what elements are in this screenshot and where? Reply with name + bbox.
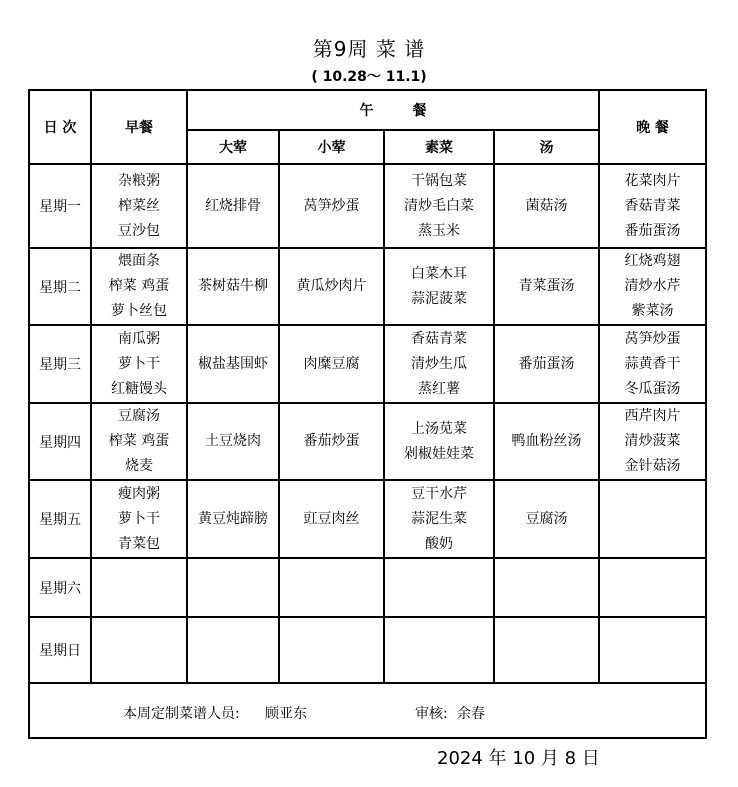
dish-item: 冬瓜蛋汤: [624, 380, 681, 397]
big-meat-cell: [187, 558, 279, 617]
dish-item: 西芹肉片: [624, 408, 681, 424]
big-meat-cell: [187, 248, 279, 325]
dish-item: 椒盐基围虾: [198, 355, 268, 372]
dish-item: 清炒菠菜: [624, 433, 681, 449]
dinner-cell: [599, 480, 706, 558]
header-soup: 汤: [494, 130, 599, 164]
dish-item: 茶树菇牛柳: [198, 278, 268, 294]
maker-label: 本周定制菜谱人员:: [123, 706, 240, 722]
day-row: [29, 617, 706, 683]
breakfast-cell: [91, 164, 187, 248]
dish-item: 白菜木耳: [411, 265, 467, 282]
dish-item: 南瓜粥: [118, 330, 160, 347]
dish-item: 番茄炒蛋: [303, 433, 360, 449]
menu-table: [28, 89, 707, 739]
reviewer-name: 余春: [457, 706, 485, 722]
vegetable-cell: [384, 558, 494, 617]
dinner-cell: [599, 325, 706, 403]
breakfast-cell: [91, 325, 187, 403]
small-meat-cell: [279, 248, 384, 325]
dish-item: 清炒毛白菜: [404, 197, 474, 214]
big-meat-cell: [187, 617, 279, 683]
dish-item: 菌菇汤: [525, 197, 568, 214]
dish-item: 红糖馒头: [111, 380, 167, 397]
dish-item: 红烧排骨: [205, 197, 261, 214]
day-label: 星期六: [29, 558, 91, 617]
breakfast-cell: [91, 403, 187, 480]
dish-item: 莴笋炒蛋: [624, 330, 681, 347]
dish-item: 金针菇汤: [624, 458, 681, 474]
dinner-cell: [599, 248, 706, 325]
dish-item: 杂粮粥: [118, 172, 160, 189]
dish-item: 豆腐汤: [118, 408, 160, 424]
day-label: 星期一: [29, 164, 91, 248]
dish-item: 榨菜 鸡蛋: [108, 278, 170, 294]
big-meat-cell: [187, 403, 279, 480]
maker-name: 顾亚东: [265, 706, 307, 722]
header-small-meat: 小荤: [279, 130, 384, 164]
header-big-meat: 大荤: [187, 130, 279, 164]
dish-item: 香菇青菜: [624, 197, 681, 214]
dish-item: 剁椒娃娃菜: [404, 445, 474, 462]
day-label: 星期二: [29, 248, 91, 325]
header-day: 日 次: [29, 90, 91, 164]
soup-cell: [494, 558, 599, 617]
breakfast-cell: [91, 558, 187, 617]
header-breakfast: 早餐: [91, 90, 187, 164]
dish-item: 肉糜豆腐: [303, 355, 360, 372]
breakfast-cell: [91, 617, 187, 683]
issue-date: 2024 年 10 月 8 日: [437, 748, 600, 769]
dish-item: 豆干水芹: [411, 485, 467, 502]
small-meat-cell: [279, 480, 384, 558]
day-row: [29, 403, 706, 480]
day-label: 星期三: [29, 325, 91, 403]
dish-item: 榨菜丝: [118, 197, 160, 214]
dish-item: 豆腐汤: [525, 510, 568, 527]
day-label: 星期五: [29, 480, 91, 558]
dish-item: 花菜肉片: [624, 172, 681, 189]
vegetable-cell: [384, 248, 494, 325]
day-row: [29, 325, 706, 403]
dish-item: 干锅包菜: [411, 172, 467, 189]
header-dinner: 晚 餐: [599, 90, 706, 164]
day-row: [29, 558, 706, 617]
dish-item: 黄瓜炒肉片: [296, 278, 367, 294]
vegetable-cell: [384, 325, 494, 403]
small-meat-cell: [279, 617, 384, 683]
small-meat-cell: [279, 558, 384, 617]
day-label: 星期日: [29, 617, 91, 683]
day-row: [29, 248, 706, 325]
date-range: ( 10.28～ 11.1): [311, 69, 427, 85]
reviewer-label: 审核:: [415, 706, 448, 722]
dish-item: 萝卜干: [118, 355, 160, 372]
dish-item: 蒜泥生菜: [411, 510, 467, 527]
dish-item: 酸奶: [425, 535, 453, 552]
dish-item: 萝卜丝包: [111, 303, 167, 319]
soup-cell: [494, 325, 599, 403]
dinner-cell: [599, 558, 706, 617]
dinner-cell: [599, 164, 706, 248]
big-meat-cell: [187, 325, 279, 403]
dish-item: 清炒水芹: [624, 278, 681, 294]
dish-item: 黄豆炖蹄膀: [198, 510, 268, 527]
header-vegetable: 素菜: [384, 130, 494, 164]
header-lunch: 午 餐: [187, 90, 599, 130]
dinner-cell: [599, 403, 706, 480]
day-row: [29, 164, 706, 248]
dish-item: 煨面条: [118, 253, 160, 269]
dish-item: 烧麦: [125, 458, 153, 474]
dish-item: 土豆烧肉: [205, 433, 261, 449]
dish-item: 榨菜 鸡蛋: [108, 433, 170, 449]
soup-cell: [494, 164, 599, 248]
dish-item: 红烧鸡翅: [624, 253, 681, 269]
dish-item: 青菜蛋汤: [518, 278, 575, 294]
big-meat-cell: [187, 164, 279, 248]
soup-cell: [494, 617, 599, 683]
dish-item: 蒜黄香干: [624, 355, 681, 372]
small-meat-cell: [279, 403, 384, 480]
breakfast-cell: [91, 248, 187, 325]
dish-item: 番茄蛋汤: [518, 355, 575, 372]
dish-item: 番茄蛋汤: [624, 222, 681, 239]
dish-item: 萝卜干: [118, 510, 160, 527]
dish-item: 蒸玉米: [418, 222, 460, 239]
vegetable-cell: [384, 164, 494, 248]
dish-item: 莴笋炒蛋: [303, 197, 360, 214]
dish-item: 蒜泥菠菜: [411, 290, 467, 307]
vegetable-cell: [384, 403, 494, 480]
dish-item: 青菜包: [118, 535, 160, 552]
day-label: 星期四: [29, 403, 91, 480]
dish-item: 清炒生瓜: [411, 355, 467, 372]
breakfast-cell: [91, 480, 187, 558]
dinner-cell: [599, 617, 706, 683]
dish-item: 豇豆肉丝: [303, 510, 360, 527]
soup-cell: [494, 480, 599, 558]
dish-item: 紫菜汤: [631, 303, 674, 319]
dish-item: 香菇青菜: [411, 330, 467, 347]
vegetable-cell: [384, 617, 494, 683]
small-meat-cell: [279, 164, 384, 248]
soup-cell: [494, 248, 599, 325]
vegetable-cell: [384, 480, 494, 558]
dish-item: 蒸红薯: [418, 380, 460, 397]
dish-item: 上汤苋菜: [411, 420, 467, 437]
dish-item: 鸭血粉丝汤: [511, 433, 582, 449]
soup-cell: [494, 403, 599, 480]
dish-item: 瘦肉粥: [118, 485, 160, 502]
big-meat-cell: [187, 480, 279, 558]
dish-item: 豆沙包: [118, 222, 160, 239]
day-row: [29, 480, 706, 558]
small-meat-cell: [279, 325, 384, 403]
page-title: 第9周 菜 谱: [312, 37, 426, 61]
